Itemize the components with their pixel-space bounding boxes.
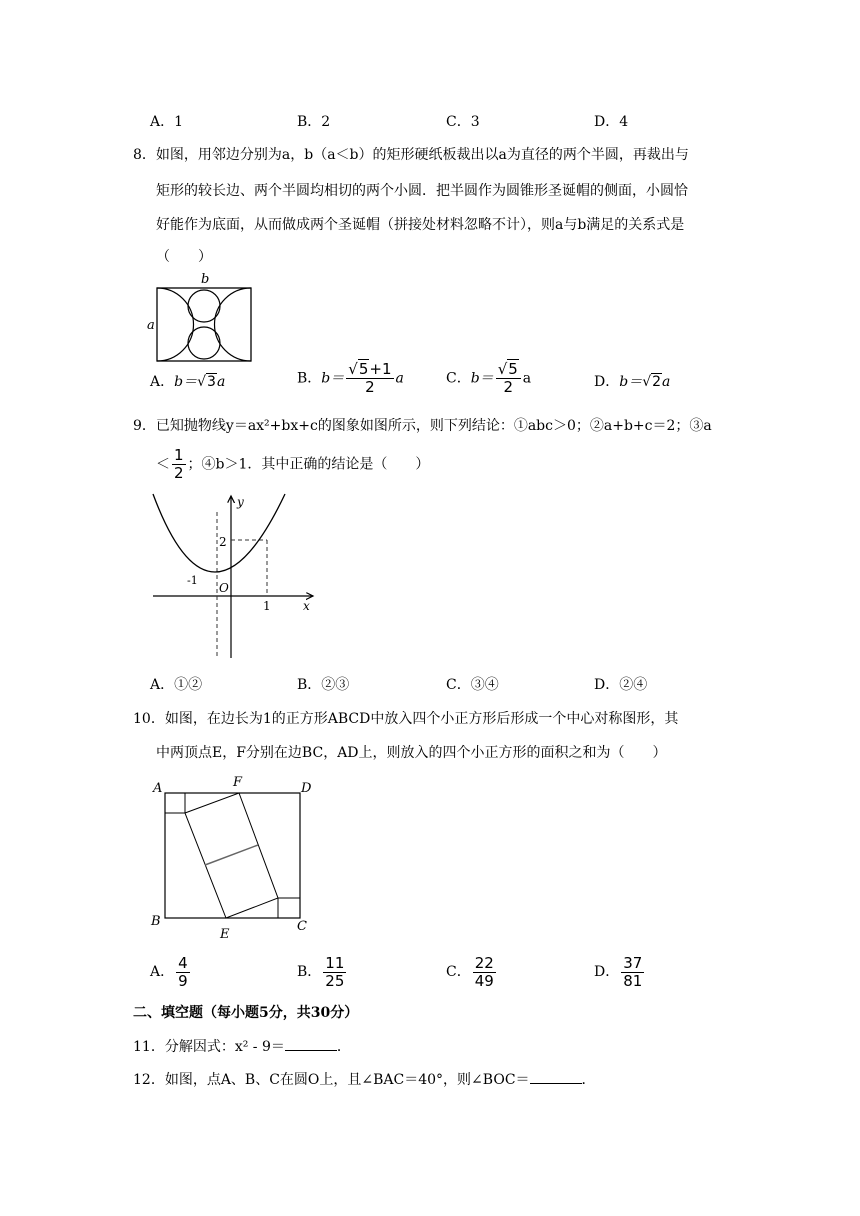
q10-label-e: E — [220, 927, 230, 942]
q8-text-line-2: 矩形的较长边、两个半圆均相切的两个小圆．把半圆作为圆锥形圣诞帽的侧面，小圆恰 — [156, 183, 688, 199]
q8-label-a: a — [147, 318, 155, 333]
q10-text-line-1: 10．如图，在边长为1的正方形ABCD中放入四个小正方形后形成一个中心对称图形，其 — [133, 711, 679, 727]
q8-label-b: b — [201, 272, 210, 287]
q9-label-1: 1 — [263, 599, 271, 613]
q9-label-2: 2 — [219, 535, 227, 549]
q7-option-a: A．1 — [150, 114, 184, 130]
q9-origin-label: O — [219, 581, 229, 595]
q10-label-b: B — [151, 914, 161, 929]
q10-option-b: B． $\frac{11}{25}$ — [297, 953, 345, 990]
q9-option-c: C．③④ — [446, 677, 499, 693]
q10-square-figure — [145, 770, 320, 945]
q8-text-line-1: 8．如图，用邻边分别为a，b（a＜b）的矩形硬纸板裁出以a为直径的两个半圆，再裁出与 — [133, 147, 689, 163]
q8-option-c: C．b＝ $\frac{√5}{2}$ a — [446, 360, 532, 396]
q9-option-d: D．②④ — [594, 677, 648, 693]
section-2-title: 二、填空题（每小题5分，共30分） — [133, 1005, 359, 1021]
q10-option-a: A． $\frac{4}{9}$ — [150, 953, 188, 990]
q8-text-line-3: 好能作为底面，从而做成两个圣诞帽（拼接处材料忽略不计），则a与b满足的关系式是 — [156, 217, 685, 233]
q10-label-f: F — [233, 775, 243, 790]
q10-option-d: D． $\frac{37}{81}$ — [594, 953, 643, 990]
q9-y-axis-label: y — [237, 495, 244, 509]
q8-text-line-4: （ ） — [156, 249, 212, 265]
q10-label-c: C — [297, 919, 307, 934]
q8-option-b: B．b＝ $\frac{√5+1}{2}$ a — [297, 360, 404, 396]
q11-text: 11．分解因式：x² - 9＝ ． — [133, 1036, 351, 1057]
q10-option-c: C． $\frac{22}{49}$ — [446, 953, 494, 990]
q7-option-d: D．4 — [594, 114, 629, 130]
q9-text-line-2: ＜ $\frac{1}{2}$ ；④b＞1．其中正确的结论是（ ） — [156, 446, 430, 482]
q10-text-line-2: 中两顶点E，F分别在边BC，AD上，则放入的四个小正方形的面积之和为（ ） — [156, 745, 667, 761]
q7-option-c: C．3 — [446, 114, 480, 130]
q10-label-d: D — [301, 781, 312, 796]
q8-figure — [145, 272, 260, 364]
q10-label-a: A — [153, 781, 163, 796]
q9-option-b: B．②③ — [297, 677, 350, 693]
q8-option-a: A．b＝√3a — [150, 374, 226, 390]
q9-parabola-graph — [145, 490, 325, 662]
q9-text-line-1: 9．已知抛物线y＝ax²+bx+c的图象如图所示，则下列结论：①abc＞0；②a+b+c＝2；③a — [133, 418, 712, 434]
q12-answer-blank[interactable] — [530, 1069, 582, 1084]
q9-label-neg1: -1 — [187, 574, 198, 587]
q8-option-d: D．b＝√2a — [594, 374, 671, 390]
q9-option-a: A．①② — [150, 677, 203, 693]
q7-option-b: B．2 — [297, 114, 331, 130]
q11-answer-blank[interactable] — [285, 1036, 337, 1051]
q12-text: 12．如图，点A、B、C在圆O上，且∠BAC＝40°，则∠BOC＝ ． — [133, 1069, 596, 1090]
q9-x-axis-label: x — [303, 599, 310, 613]
